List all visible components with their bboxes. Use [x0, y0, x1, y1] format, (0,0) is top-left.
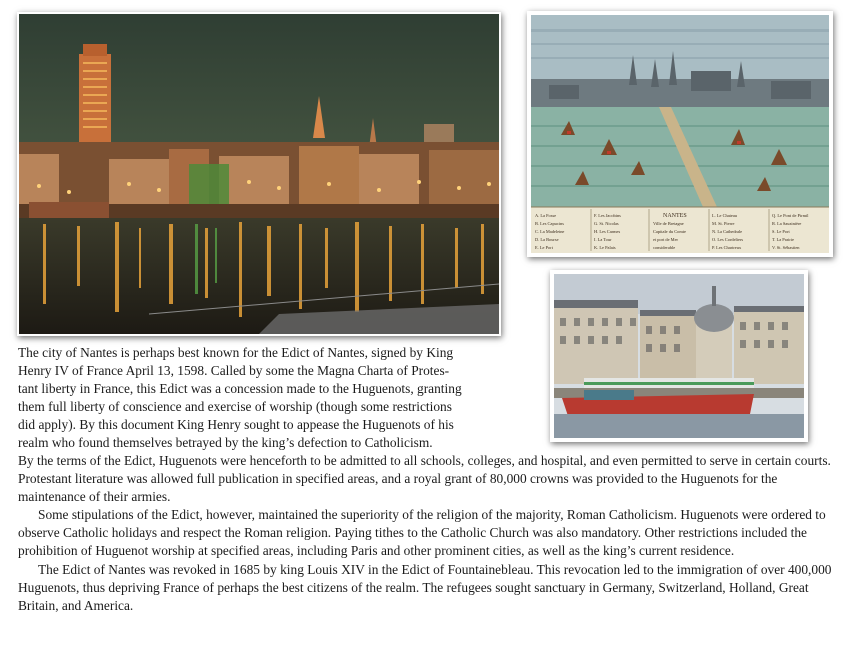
engraving-legend-text: Q. Le Pont de Pirmil	[772, 213, 809, 218]
historic-engraving-photo	[527, 11, 833, 257]
engraving-legend-text: considerable	[653, 245, 676, 250]
engraving-title: NANTES	[663, 213, 687, 219]
engraving-legend-text: D. La Bourse	[535, 237, 559, 242]
edict-terms-paragraph: By the terms of the Edict, Huguenots were henceforth to be admitted to all schools, colleges, and hospital, and even permitted to serve in certain courts. Protestant literature was allowed full publication in specified areas, and a royal grant of 80,000 crowns was provided to the Huguenots for the maintenance of their armies.	[18, 453, 831, 505]
edict-stipulations-paragraph: Some stipulations of the Edict, however, maintained the superiority of the religion of the majority, Roman Catholicism. Huguenots were ordered to observe Catholic holidays and respect the Roman religion. Paying tithes to the Catholic Church was also mandatory. Other restrictions included the prohibition of Huguenot worship at specified areas, including Paris and other prominent cities, as well as the king’s current residence.	[18, 507, 826, 559]
night-skyline-image	[19, 14, 499, 334]
engraving-legend-text: Capitale du Comte	[653, 229, 686, 234]
engraving-legend-text: S. Le Port	[772, 229, 790, 234]
engraving-legend-text: H. Les Carmes	[594, 229, 621, 234]
intro-line: tant liberty in France, this Edict was a concession made to the Huguenots, granting	[18, 381, 462, 397]
engraving-legend-text: et port de Mer	[653, 237, 678, 242]
engraving-legend-text: M. St. Pierre	[712, 221, 735, 226]
engraving-legend-text: L. Le Chateau	[712, 213, 737, 218]
engraving-legend-text: R. La Sauzinière	[772, 221, 802, 226]
engraving-legend-text: O. Les Cordeliers	[712, 237, 744, 242]
riverfront-image	[554, 274, 804, 438]
intro-line: Henry IV of France April 13, 1598. Called by some the Magna Charta of Protes-	[18, 363, 450, 379]
engraving-legend-text: P. Les Chartreux	[712, 245, 742, 250]
riverfront-photo	[550, 270, 808, 442]
night-skyline-photo	[17, 12, 501, 336]
intro-line: The city of Nantes is perhaps best known for the Edict of Nantes, signed by King	[18, 345, 454, 360]
historic-engraving-image	[531, 15, 829, 253]
intro-line: realm who found themselves betrayed by the king’s defection to Catholicism.	[18, 435, 433, 451]
engraving-legend-text: N. La Cathedrale	[712, 229, 743, 234]
article-body	[18, 452, 836, 615]
intro-line: did apply). By this document King Henry sought to appease the Huguenots of his	[18, 417, 454, 433]
intro-paragraph	[18, 344, 524, 453]
engraving-legend-text: Ville de Bretagne	[653, 221, 684, 226]
engraving-legend-text: F. Les Jacobins	[594, 213, 621, 218]
engraving-legend-text: V. St. Sébastien	[772, 245, 800, 250]
engraving-legend-text: T. La Prairie	[772, 237, 794, 242]
intro-line: them full liberty of conscience and exercise of worship (though some restrictions	[18, 399, 452, 415]
engraving-legend-text: E. Le Port	[535, 245, 553, 250]
engraving-legend-text: C. La Madeleine	[535, 229, 565, 234]
engraving-legend-text: K. Le Palais	[594, 245, 616, 250]
engraving-legend-text: I. La Tour	[594, 237, 612, 242]
engraving-legend-text: B. Les Capucins	[535, 221, 564, 226]
edict-revocation-paragraph: The Edict of Nantes was revoked in 1685 by king Louis XIV in the Edict of Fountainebleau. This revocation led to the immigration of over 400,000 Huguenots, thus depriving France of perhaps the best citizens of the realm. The refugees sought sanctuary in Germany, Switzerland, Holland, Great Britain, and America.	[18, 561, 832, 613]
engraving-legend-text: A. La Fosse	[535, 213, 557, 218]
engraving-legend-text: G. St. Nicolas	[594, 221, 619, 226]
